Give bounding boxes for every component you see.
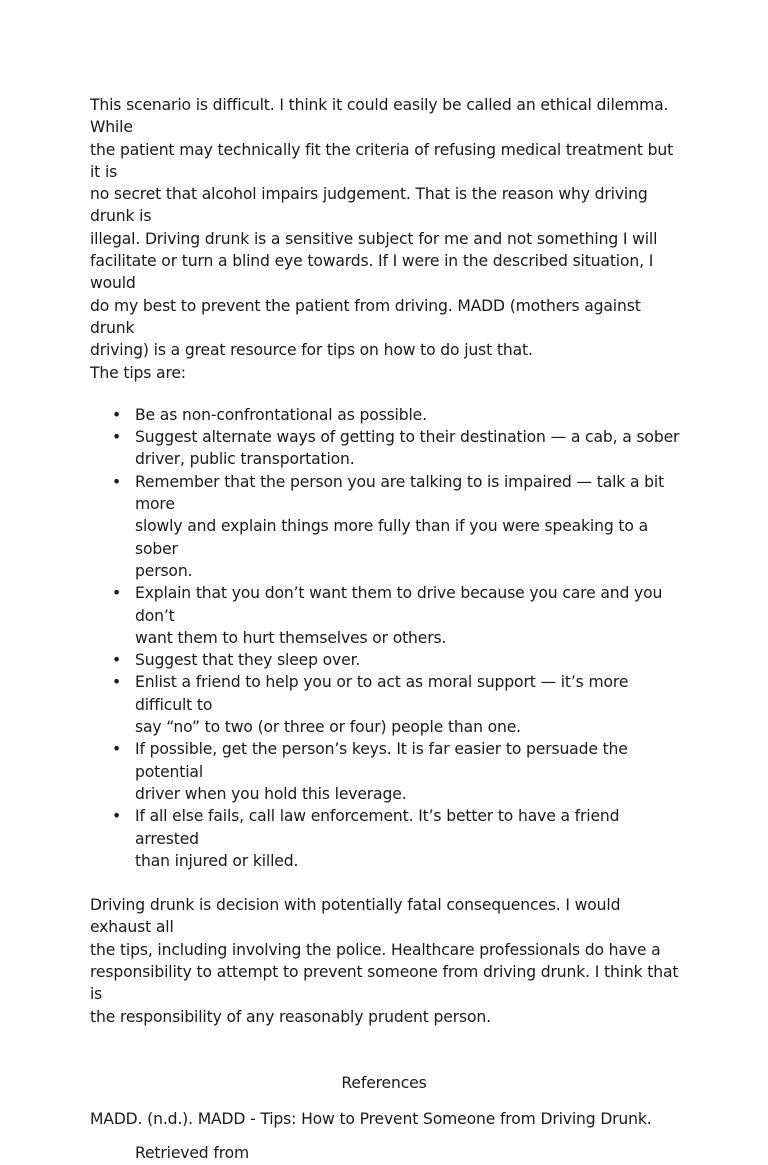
tip-line: driver, public transportation. bbox=[135, 450, 355, 469]
intro-line: the patient may technically fit the criteria of refusing medical treatment but it is bbox=[90, 140, 674, 181]
tip-line: Be as non-confrontational as possible. bbox=[135, 405, 427, 424]
intro-line: do my best to prevent the patient from driving. MADD (mothers against drunk bbox=[90, 296, 641, 337]
tip-line: slowly and explain things more fully than if you were speaking to a sober bbox=[135, 517, 648, 558]
bullet-icon: • bbox=[112, 405, 122, 424]
bullet-icon: • bbox=[112, 472, 122, 491]
list-item bbox=[90, 738, 686, 805]
list-item bbox=[90, 649, 686, 671]
tip-line: want them to hurt themselves or others. bbox=[135, 628, 447, 647]
intro-line: This scenario is difficult. I think it could easily be called an ethical dilemma. While bbox=[90, 96, 669, 137]
tip-line: driver when you hold this leverage. bbox=[135, 784, 407, 803]
bullet-icon: • bbox=[112, 740, 122, 759]
list-item bbox=[90, 426, 686, 471]
bullet-icon: • bbox=[112, 651, 122, 670]
tip-line: If all else fails, call law enforcement. It’s better to have a friend arrested bbox=[135, 807, 620, 848]
intro-paragraph bbox=[90, 94, 686, 384]
tip-line: If possible, get the person’s keys. It is far easier to persuade the potential bbox=[135, 740, 628, 781]
conclusion-paragraph bbox=[90, 894, 686, 1028]
conclusion-line: the responsibility of any reasonably prudent person. bbox=[90, 1007, 491, 1026]
intro-line: illegal. Driving drunk is a sensitive subject for me and not something I will bbox=[90, 229, 658, 248]
tip-line: Suggest that they sleep over. bbox=[135, 651, 361, 670]
bullet-icon: • bbox=[112, 673, 122, 692]
tip-line: say “no” to two (or three or four) people than one. bbox=[135, 718, 521, 737]
bullet-icon: • bbox=[112, 428, 122, 447]
bullet-icon: • bbox=[112, 584, 122, 603]
tips-list bbox=[90, 404, 686, 872]
tip-line: Suggest alternate ways of getting to their destination — a cab, a sober bbox=[135, 428, 680, 447]
list-item bbox=[90, 671, 686, 738]
tips-intro-line: The tips are: bbox=[90, 363, 186, 382]
references-heading: References bbox=[341, 1073, 427, 1092]
tip-line: person. bbox=[135, 561, 193, 580]
tip-line: Remember that the person you are talking to is impaired — talk a bit more bbox=[135, 472, 665, 514]
intro-line: no secret that alcohol impairs judgement. That is the reason why driving drunk is bbox=[90, 185, 648, 226]
conclusion-line: Driving drunk is decision with potentially fatal consequences. I would exhaust all bbox=[90, 896, 621, 937]
intro-line: facilitate or turn a blind eye towards. If I were in the described situation, I would bbox=[90, 252, 654, 293]
reference-entry-continued: Retrieved from bbox=[135, 1144, 250, 1163]
reference-entry: MADD. (n.d.). MADD - Tips: How to Prevent Someone from Driving Drunk. bbox=[90, 1110, 652, 1129]
tip-line: Explain that you don’t want them to drive because you care and you don’t bbox=[135, 584, 663, 625]
tip-line: than injured or killed. bbox=[135, 851, 299, 870]
list-item bbox=[90, 582, 686, 649]
intro-line: driving) is a great resource for tips on how to do just that. bbox=[90, 341, 533, 360]
document-body bbox=[90, 94, 686, 1165]
tip-line: Enlist a friend to help you or to act as moral support — it’s more difficult to bbox=[135, 673, 629, 714]
conclusion-line: responsibility to attempt to prevent someone from driving drunk. I think that is bbox=[90, 962, 679, 1004]
list-item bbox=[90, 805, 686, 872]
bullet-icon: • bbox=[112, 807, 122, 826]
list-item bbox=[90, 404, 686, 426]
list-item bbox=[90, 471, 686, 582]
conclusion-line: the tips, including involving the police. Healthcare professionals do have a bbox=[90, 940, 661, 959]
